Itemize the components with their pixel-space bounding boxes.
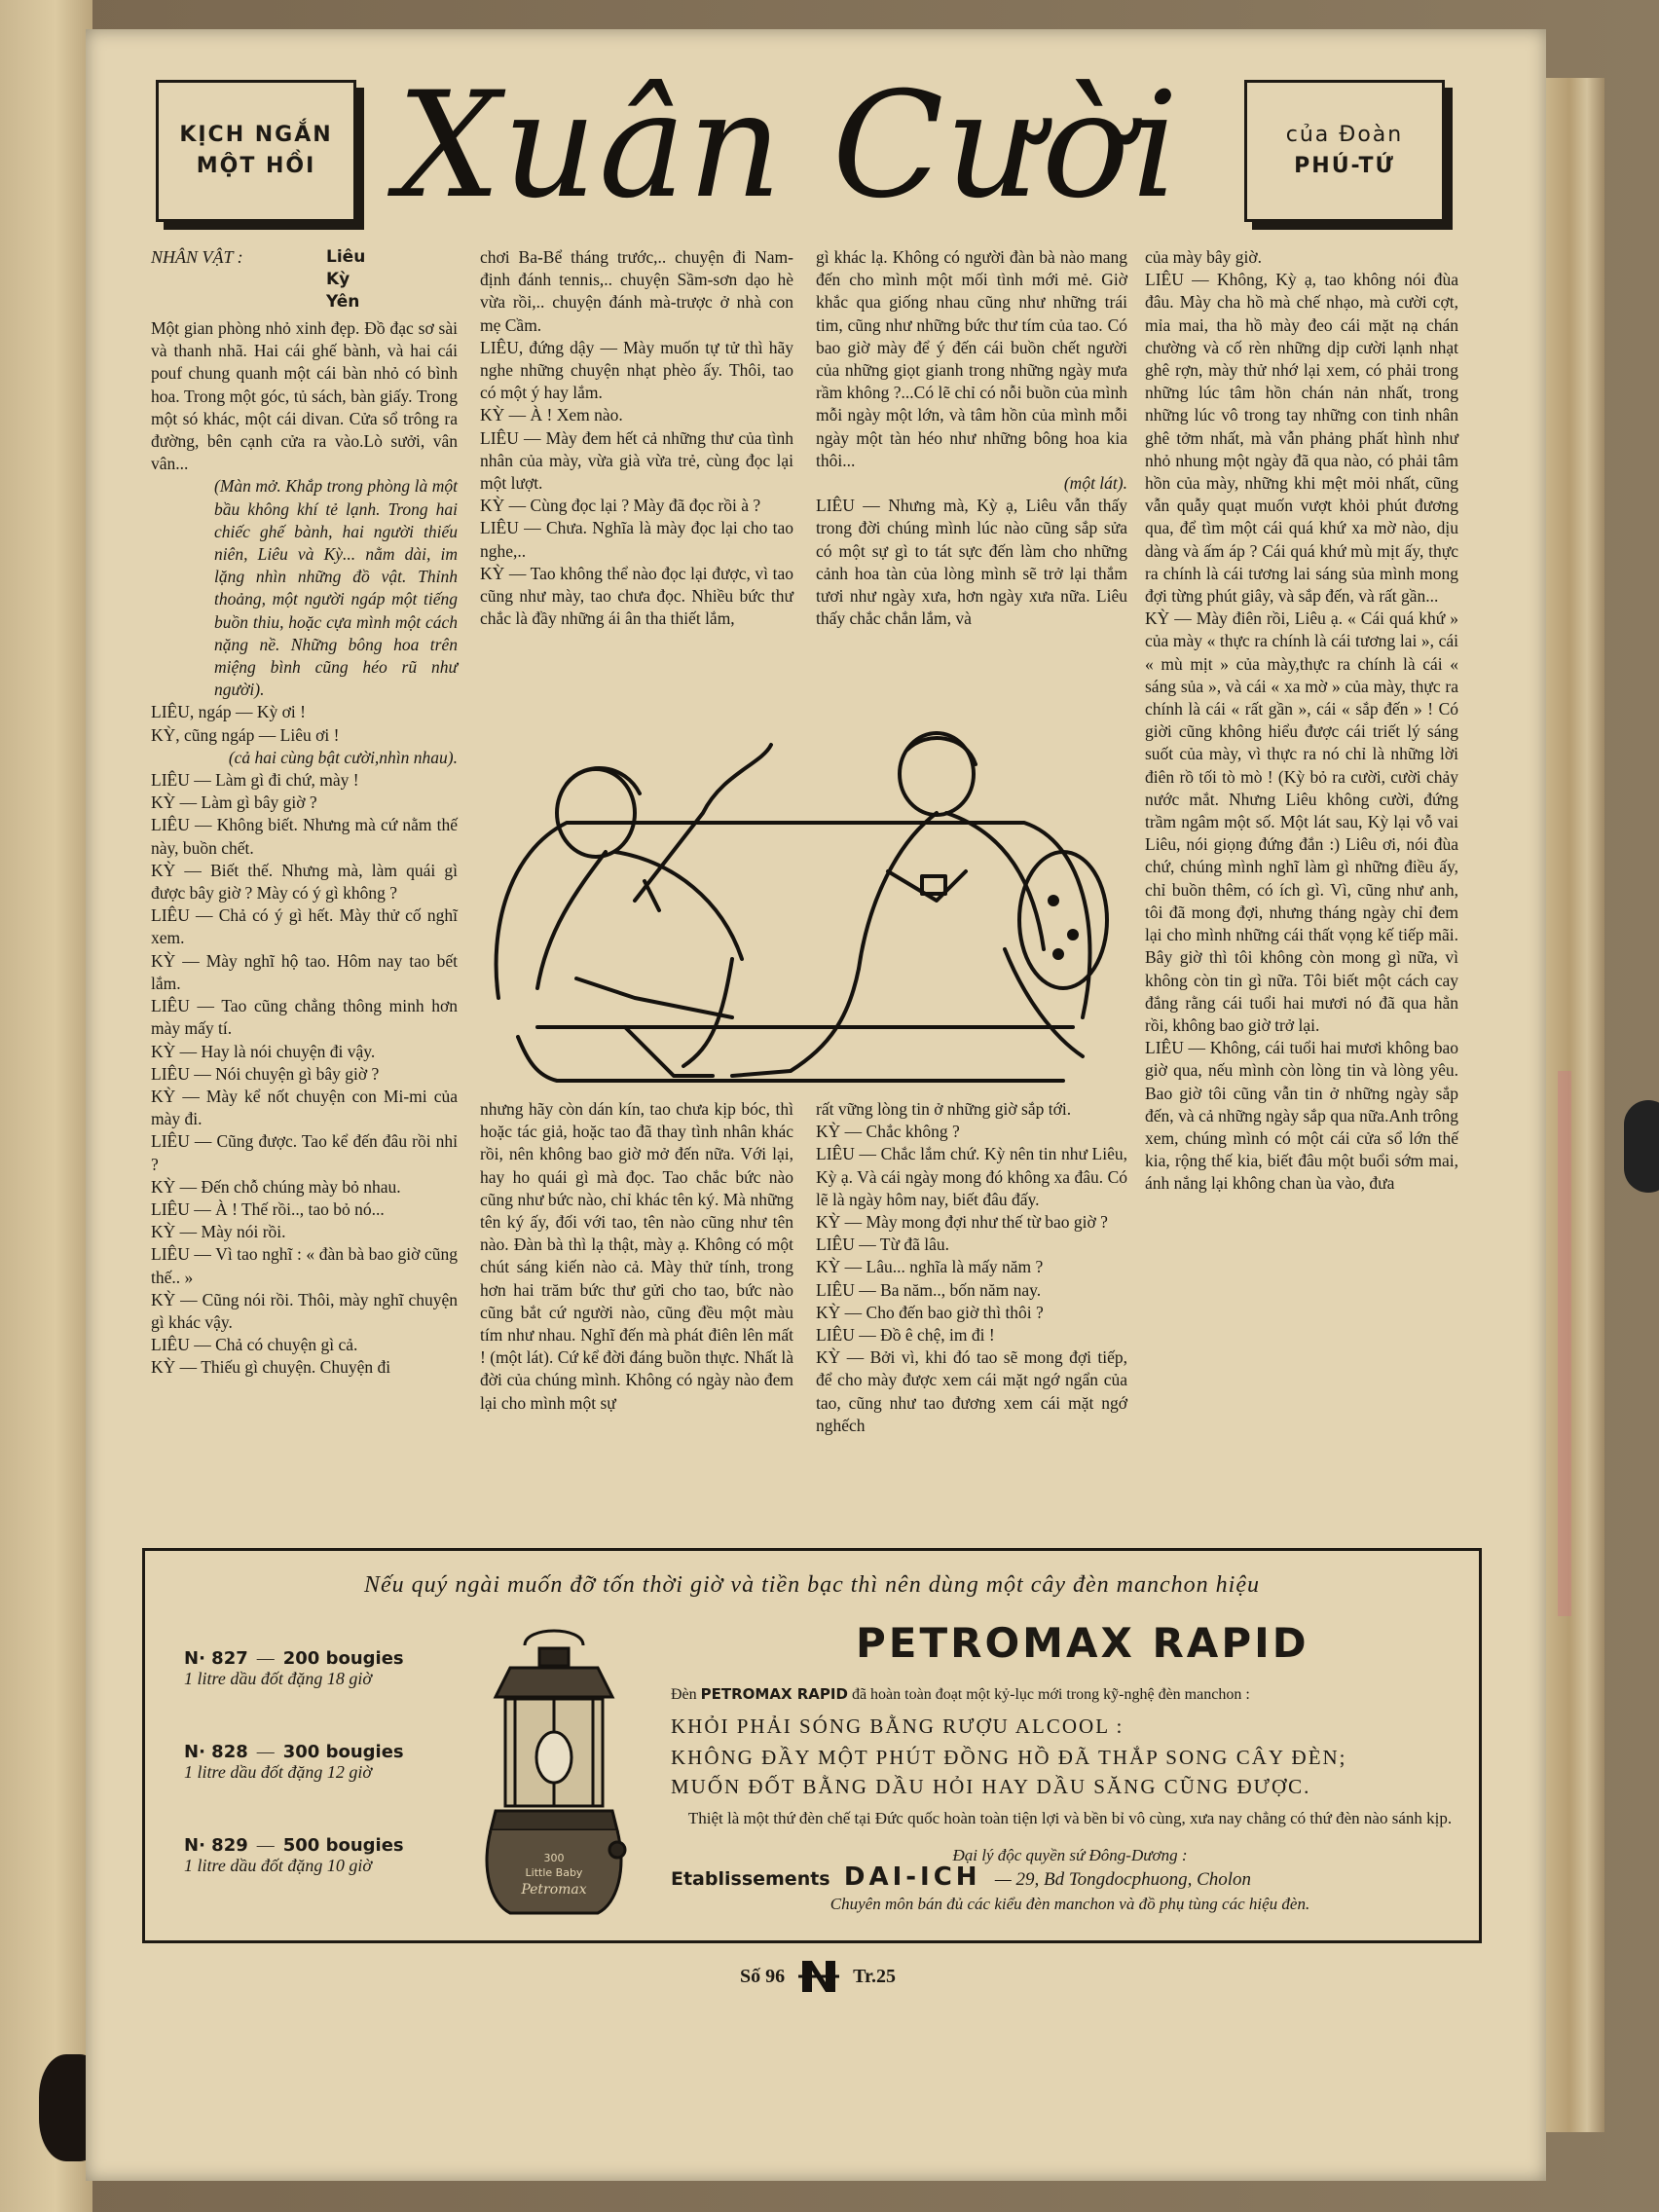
dialogue-line: LIÊU — Chưa. Nghĩa là mày đọc lại cho tao nghe,.. <box>480 518 793 561</box>
dialogue-line: LIÊU — Chả có ý gì hết. Mày thử cố nghĩ xem. <box>151 905 458 948</box>
issue-number: Số 96 <box>740 1965 786 1987</box>
ad-specialty: Chuyên môn bán đủ các kiểu đèn manchon và đồ phụ tùng các hiệu đèn. <box>830 1895 1310 1913</box>
dialogue-line: LIÊU, đứng dậy — Mày muốn tự tử thì hãy nghe những chuyện nhạt phèo ấy. Thôi, tao có một ý hay lắm. <box>480 337 793 403</box>
model-power: 500 bougies <box>282 1835 404 1856</box>
petromax-advertisement <box>142 1548 1482 1943</box>
ad-claim-2: KHÔNG ĐẦY MỘT PHÚT ĐỒNG HỒ ĐÃ THẮP SONG CÂY ĐÈN; <box>671 1746 1347 1769</box>
dialogue-line: KỲ — Cũng nói rồi. Thôi, mày nghĩ chuyện gì khác vậy. <box>151 1289 458 1332</box>
ad-company-name: DAI-ICH <box>843 1862 981 1892</box>
ad-establishment: Etablissements DAI-ICH — 29, Bd Tongdocphuong, Cholon <box>671 1862 1252 1892</box>
author-box <box>1244 80 1445 222</box>
author-line-1: của Đoàn <box>1285 123 1404 148</box>
dialogue-line: KỲ — Mày điên rồi, Liêu ạ. « Cái quá khứ » của mày « thực ra chính là cái tương lai », cái « mù mịt » của mày,thực ra chính là cái « sáng sủa », và cái « xa mờ » của mày, thực ra chính là cái « rất gần », cái « sắp đến » ! Có giời cũng không hiểu được cái triết lý sáng suốt của mày, vì thực ra nó chỉ là những lời điên rồ tối tò mò ! (Kỳ bỏ ra cười, cười chảy nước mắt. Nhưng Liêu không cười, đứng trầm ngâm một số. Một lát sau, Kỳ lại vỗ vai Liêu, nói giọng đứng đắn :) Liêu ơi, nói đùa chứ, chúng mình nghĩ làm gì những điều ấy, chỉ buồn thêm, có ích gì. Vì, cũng như anh, tôi đã mong đợi, nhưng tháng ngày chỉ đem lại cho mình những cái thất vọng kế tiếp mãi. Bây giờ thì tôi không còn mong gì nữa, vì không còn tin gì nữa. Tôi biết một cách cay đắng rằng cái tuổi hai mươi nó đã qua hẳn rồi, không bao giờ trở lại. <box>1145 608 1458 1035</box>
dialogue-line: LIÊU — À ! Thế rồi.., tao bỏ nó... <box>151 1198 385 1219</box>
text-column-2-top <box>480 246 793 630</box>
text-column-1 <box>151 246 458 1380</box>
dialogue-line: KỲ — Mày nói rồi. <box>151 1222 286 1242</box>
dialogue-line: LIÊU — Chả có chuyện gì cả. <box>151 1335 358 1355</box>
dialogue-line: LIÊU — Nhưng mà, Kỳ ạ, Liêu vẫn thấy trong đời chúng mình lúc nào cũng sắp sửa có một sự gì to tát sực đến làm cho những cảnh hoa tàn của lòng mình sẽ trở lại thắm tươi như ngày xưa, hơn ngày xưa nữa. Liêu thấy chắc chắn lắm, và <box>816 496 1127 629</box>
character-name-1: Liêu <box>326 247 366 267</box>
character-name-2: Kỳ <box>326 270 350 289</box>
cushion <box>1019 852 1107 988</box>
model-desc: 1 litre dầu đốt đặng 12 giờ <box>184 1762 372 1782</box>
dialogue-line: của mày bây giờ. <box>1145 247 1263 267</box>
stage-direction: (Màn mở. Khắp trong phòng là một bầu không khí tẻ lạnh. Trong hai chiếc ghế bành, hai người thiếu niên, Liêu và Kỳ... nằm dài, im lặng nhìn những đồ vật. Thỉnh thoảng, một người ngáp một tiếng buồn thiu, hoặc cựa mình một cách nặng nề. Những bông hoa trên miệng bình cũng héo rũ như người). <box>214 476 458 700</box>
couch-outline <box>497 823 1090 1017</box>
author-line-2: PHÚ-TỨ <box>1294 154 1395 178</box>
model-desc: 1 litre dầu đốt đặng 10 giờ <box>184 1856 372 1875</box>
magazine-logo-icon <box>798 1957 839 1996</box>
ad-headline: Nếu quý ngài muốn đỡ tốn thời giờ và tiền bạc thì nên dùng một cây đèn manchon hiệu <box>364 1572 1260 1598</box>
model-number: N· 829 <box>184 1835 248 1856</box>
ad-description: Đèn PETROMAX RAPID đã hoàn toàn đoạt một kỷ-lục mới trong kỹ-nghệ đèn manchon : <box>671 1685 1250 1703</box>
play-type-box <box>156 80 356 222</box>
dialogue-line: LIÊU — Tao cũng chẳng thông minh hơn mày mấy tí. <box>151 996 458 1039</box>
ad-claim-1: KHỎI PHẢI SÓNG BẰNG RƯỢU ALCOOL : <box>671 1714 1124 1738</box>
book-spine <box>0 0 92 2212</box>
lantern-label-2: Little Baby <box>525 1866 583 1879</box>
text-column-4 <box>1145 246 1458 1196</box>
dialogue-line: KỲ — Biết thế. Nhưng mà, làm quái gì được bây giờ ? Mày có ý gì không ? <box>151 860 458 903</box>
dialogue-line: LIÊU — Vì tao nghĩ : « đàn bà bao giờ cũng thế.. » <box>151 1244 458 1287</box>
dialogue-line: LIÊU — Không, Kỳ ạ, tao không nói đùa đâu. Mày cha hồ mà chế nhạo, mà cười cợt, mỉa mai, tha hồ mày đeo cái mặt nạ chán chường và cố rèn những dịp cười lạnh nhạt ghê rợn, mày thử nhớ lại xem, có phải trong những lúc tâm hồn chán nản nhất, trong những lúc vô trong tay những con tinh nhân ghê tởm nhất, mà vẫn phảng phất hình như nhỏ nhung một ngày đã qua nào, có phải tâm hồn của mày, những khi mệt mỏi nhất, cũng vẫn quẫy quạt muốn vượt khỏi phút đương qua, để tìm một cái quá khứ xa mờ nào, dịu dàng và ấm áp ? Cái quá khứ mù mịt ấy, thực ra chính là cái tương lai sáng sủa mình mong đợi từng phút giây, và sắp đến, và rất gần... <box>1145 270 1458 607</box>
text-column-3-bottom <box>816 1098 1127 1437</box>
ad-model-829: N· 829 — 500 bougies 1 litre dầu đốt đặng 10 giờ <box>184 1835 404 1875</box>
stage-setting: Một gian phòng nhỏ xinh đẹp. Đồ đạc sơ sài và thanh nhã. Hai cái ghế bành, và hai cái pouf chung quanh một cái bàn nhỏ có bình hoa. Trong một góc, tủ sách, bàn giấy. Trong một só khác, một cái divan. Cửa sổ trông ra đường, bên cạnh cửa ra vào.Lò sưởi, vân vân... <box>151 318 458 474</box>
stage-direction: (cả hai cùng bật cười,nhìn nhau). <box>228 747 458 767</box>
text-column-3-top <box>816 246 1127 630</box>
play-title: Xuân Cười <box>396 61 1181 231</box>
dialogue-line: KỲ — Mày kể nốt chuyện con Mi-mi của mày đi. <box>151 1086 458 1129</box>
dialogue-line: gì khác lạ. Không có người đàn bà nào mang đến cho mình một mối tình mới mẻ. Giờ khắc qua giống nhau cũng như những trái tim, cũng như những bức thư tím của tao. Có bao giờ mày để ý đến cái buồn chết người của những giọt gianh trong những ngày mưa rầm không ?...Có lẽ chỉ có nỗi buồn của mình mỗi ngày một lớn, và tâm hồn của mình mỗi ngày một tàn héo như những bông hoa kia thôi... <box>816 247 1127 470</box>
lantern-label-1: 300 <box>543 1852 565 1864</box>
two-men-illustration <box>479 706 1112 1095</box>
page-edge-tint <box>1558 1071 1571 1616</box>
page-footer <box>740 1957 1032 1996</box>
stage-direction: (một lát). <box>1063 473 1127 494</box>
lantern-label-3: Petromax <box>521 1882 587 1898</box>
dialogue-line: LIÊU, ngáp — Kỳ ơi ! <box>151 702 306 722</box>
binder-clip <box>1624 1100 1659 1193</box>
page-number: Tr.25 <box>853 1965 897 1987</box>
dialogue-line: KỲ — Tao không thể nào đọc lại được, vì tao cũng như mày, tao chưa đọc. Nhiều bức thư chắc là đầy những ái ân tha thiết lắm, <box>480 563 793 629</box>
dialogue-line: KỲ — Hay là nói chuyện đi vậy. <box>151 1041 376 1061</box>
dialogue-line: nhưng hãy còn dán kín, tao chưa kịp bóc, thì hoặc tác giả, hoặc tao đã thay tình nhân khác rồi, nên không bao giờ mở đến nữa. Với lại, hay ho quái gì mà đọc. Tao chắc bức nào cũng như bức nào, chỉ khác tên ký. Mà những tên ký ấy, đối với tao, tên nào cũng như tên nào. Đàn bà thì lạ thật, mày ạ. Không có một chút sáng kiến nào cả. Mày thử tính, trong hơn hai trăm bức thư gửi cho tao, bức nào cũng bắt cứ người nào, cũng đều một màu tím như nhau. Nghĩ đến mà phát điên lên mất ! (một lát). Cứ kể đời đáng buồn thực. Nhất là đời của chúng mình. Không có ngày nào đem lại cho mình một sự <box>480 1099 793 1413</box>
dialogue-line: KỲ — À ! Xem nào. <box>480 405 623 425</box>
dialogue-line: KỲ — Chắc không ? <box>816 1122 960 1142</box>
ad-claim-3: MUỐN ĐỐT BẰNG DẦU HỎI HAY DẦU SĂNG CŨNG ĐƯỢC. <box>671 1775 1311 1798</box>
character-name-3: Yên <box>326 292 360 312</box>
dialogue-line: rất vững lòng tin ở những giờ sắp tới. <box>816 1099 1072 1119</box>
character-list <box>151 246 458 313</box>
dialogue-line: LIÊU — Làm gì đi chứ, mày ! <box>151 770 359 791</box>
play-type-line-2: MỘT HỒI <box>196 154 316 178</box>
dialogue-line: KỲ — Mày mong đợi như thế từ bao giờ ? <box>816 1212 1108 1233</box>
ad-model-828: N· 828 — 300 bougies 1 litre dầu đốt đặng 12 giờ <box>184 1742 404 1782</box>
model-desc: 1 litre dầu đốt đặng 18 giờ <box>184 1669 372 1688</box>
dialogue-line: KỲ — Làm gì bây giờ ? <box>151 793 317 813</box>
dialogue-line: KỲ — Lâu... nghĩa là mấy năm ? <box>816 1257 1044 1277</box>
dialogue-line: LIÊU — Từ đã lâu. <box>816 1235 949 1255</box>
dialogue-line: KỲ — Mày nghĩ hộ tao. Hôm nay tao bết lắm. <box>151 950 458 993</box>
dialogue-line: KỲ — Bởi vì, khi đó tao sẽ mong đợi tiếp, để cho mày được xem cái mặt ngớ ngẩn của tao, cũng như tao đương xem cái mặt ngớ nghếch <box>816 1347 1127 1435</box>
dialogue-line: KỲ — Cho đến bao giờ thì thôi ? <box>816 1302 1044 1322</box>
ad-note: Thiệt là một thứ đèn chế tại Đức quốc hoàn toàn tiện lợi và bền bỉ vô cùng, xưa nay chẳng có thứ đèn nào sánh kịp. <box>687 1809 1453 1827</box>
play-type-line-1: KỊCH NGẮN <box>179 123 333 148</box>
dialogue-line: LIÊU — Ba năm.., bốn năm nay. <box>816 1279 1042 1300</box>
model-number: N· 828 <box>184 1742 248 1762</box>
lantern-icon <box>471 1621 637 1923</box>
text-column-2-bottom <box>480 1098 793 1415</box>
dialogue-line: LIÊU — Không biết. Nhưng mà cứ nằm thế này, buồn chết. <box>151 815 458 858</box>
dialogue-line: LIÊU — Nói chuyện gì bây giờ ? <box>151 1063 380 1084</box>
dialogue-line: LIÊU — Chắc lắm chứ. Kỳ nên tin như Liêu, Kỳ ạ. Và cái ngày mong đó không xa đâu. Có lẽ là ngày hôm nay, biết đâu đấy. <box>816 1144 1127 1209</box>
ad-brand: PETROMAX RAPID <box>856 1619 1309 1667</box>
dialogue-line: KỲ, cũng ngáp — Liêu ơi ! <box>151 724 340 745</box>
ad-agent: Đại lý độc quyền sứ Đông-Dương : <box>952 1846 1188 1864</box>
model-number: N· 827 <box>184 1648 248 1669</box>
character-label: NHÂN VẬT : <box>151 247 243 267</box>
model-power: 200 bougies <box>282 1648 404 1669</box>
dialogue-line: LIÊU — Mày đem hết cả những thư của tình nhân của mày, vừa già vừa trẻ, cùng đọc lại một lượt. <box>480 427 793 494</box>
ad-model-827: N· 827 — 200 bougies 1 litre dầu đốt đặng 18 giờ <box>184 1648 404 1688</box>
dialogue-line: KỲ — Đến chỗ chúng mày bỏ nhau. <box>151 1176 401 1197</box>
page-stack-edge <box>1546 78 1604 2132</box>
dialogue-line: LIÊU — Đồ ê chệ, im đi ! <box>816 1325 995 1346</box>
dialogue-line: chơi Ba-Bể tháng trước,.. chuyện đi Nam-định đánh tennis,.. chuyện Sầm-sơn dạo hè vừa rồi,.. chuyện đánh mà-trược ở nhà con mẹ Cầm. <box>480 247 793 335</box>
dialogue-line: KỲ — Thiếu gì chuyện. Chuyện đi <box>151 1357 391 1378</box>
model-power: 300 bougies <box>282 1742 404 1762</box>
dialogue-line: LIÊU — Cũng được. Tao kể đến đâu rồi nhỉ ? <box>151 1131 458 1174</box>
dialogue-line: KỲ — Cùng đọc lại ? Mày đã đọc rồi à ? <box>480 496 761 516</box>
ad-address: — 29, Bd Tongdocphuong, Cholon <box>994 1869 1252 1890</box>
dialogue-line: LIÊU — Không, cái tuổi hai mươi không bao giờ qua, nếu mình còn lòng tin và lòng yêu. Bao giờ tôi cũng vẫn tin ở những ngày sắp đến, và cả những ngày sắp qua nữa.Anh trông xem, chúng mình có một cái cửa sổ lớn thế kia, rộng thế kia, biết đâu một buổi sớm mai, ánh nắng lại không chan ùa vào, đưa <box>1145 1038 1458 1194</box>
